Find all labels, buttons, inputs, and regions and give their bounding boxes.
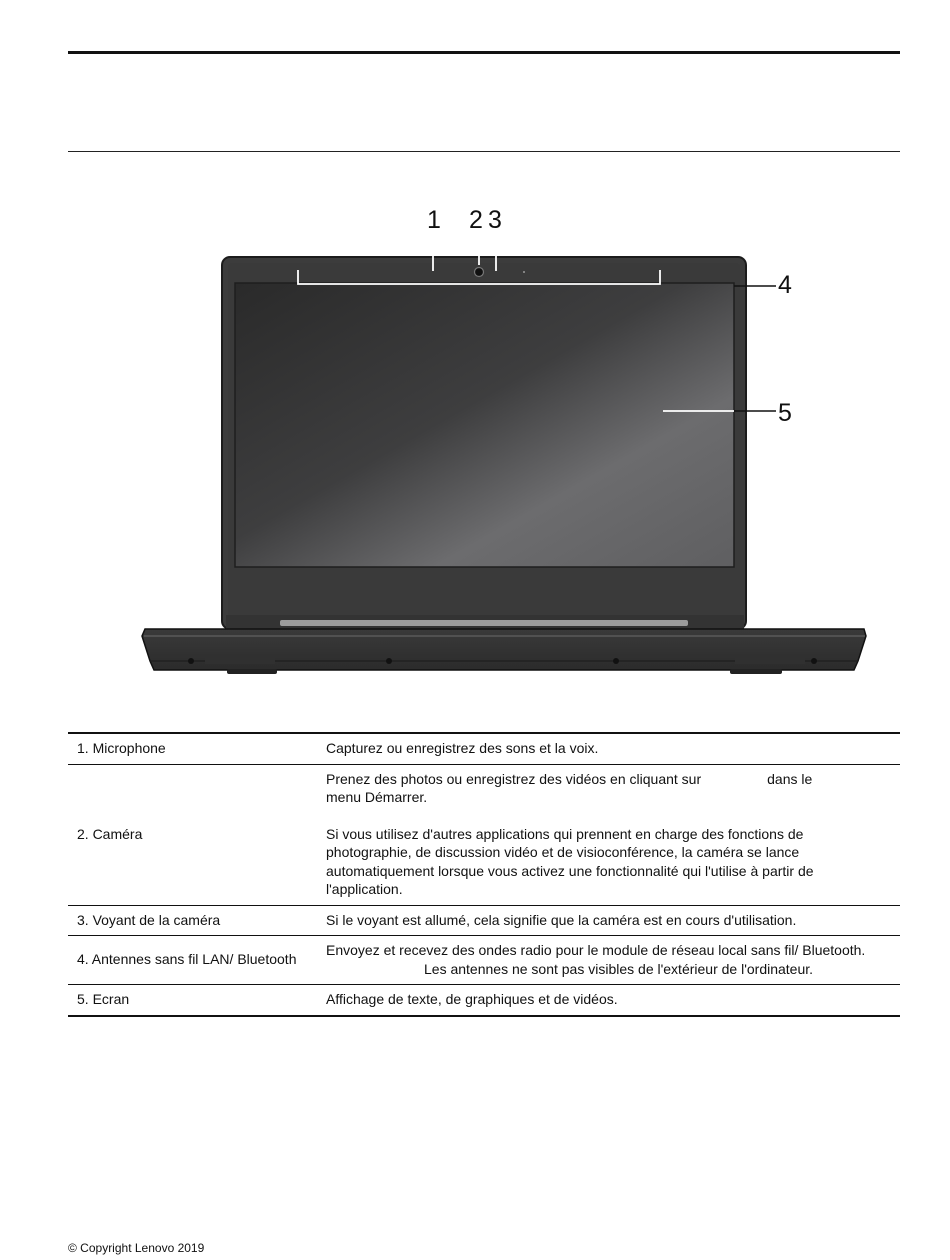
- table-row: [68, 985, 900, 1016]
- top-rule: [68, 51, 900, 54]
- camera-lens: [475, 268, 484, 277]
- laptop-front-view-figure: [0, 195, 950, 695]
- component-description: Envoyez et recevez des ondes radio pour le module de réseau local sans fil/ Bluetooth. Les antennes ne sont pas visibles de l'extérieur de l'ordinateur.: [317, 936, 900, 985]
- callout-3: 3: [488, 206, 502, 234]
- table-row: [68, 905, 900, 936]
- component-name: 3. Voyant de la caméra: [68, 905, 317, 936]
- table-row: [68, 733, 900, 764]
- table-row: [68, 764, 900, 905]
- section-rule: [68, 151, 900, 152]
- display-screen: [235, 283, 734, 567]
- component-name: 4. Antennes sans fil LAN/ Bluetooth: [68, 936, 317, 985]
- callout-5: 5: [778, 399, 792, 427]
- component-name: 1. Microphone: [68, 733, 317, 764]
- component-name: 2. Caméra: [68, 764, 317, 905]
- copyright-notice: © Copyright Lenovo 2019: [68, 1241, 205, 1255]
- callout-4: 4: [778, 271, 792, 299]
- component-description: Affichage de texte, de graphiques et de vidéos.: [317, 985, 900, 1016]
- laptop-illustration: [0, 195, 950, 695]
- component-description: Prenez des photos ou enregistrez des vidéos en cliquant sur dans le menu Démarrer. Si vous utilisez d'autres applications qui prennent en charge des fonctions de photographie, de discussion vidéo et de visioconférence, la caméra se lance automatiquement lorsque vous activez une fonctionnalité qui l'utilise à partir de l'application.: [317, 764, 900, 905]
- component-name: 5. Ecran: [68, 985, 317, 1016]
- component-description: Capturez ou enregistrez des sons et la voix.: [317, 733, 900, 764]
- component-table: [68, 732, 900, 1017]
- component-description: Si le voyant est allumé, cela signifie que la caméra est en cours d'utilisation.: [317, 905, 900, 936]
- callout-1: 1: [427, 206, 441, 234]
- callout-2: 2: [469, 206, 483, 234]
- hinge-bar: [280, 620, 688, 626]
- table-row: [68, 936, 900, 985]
